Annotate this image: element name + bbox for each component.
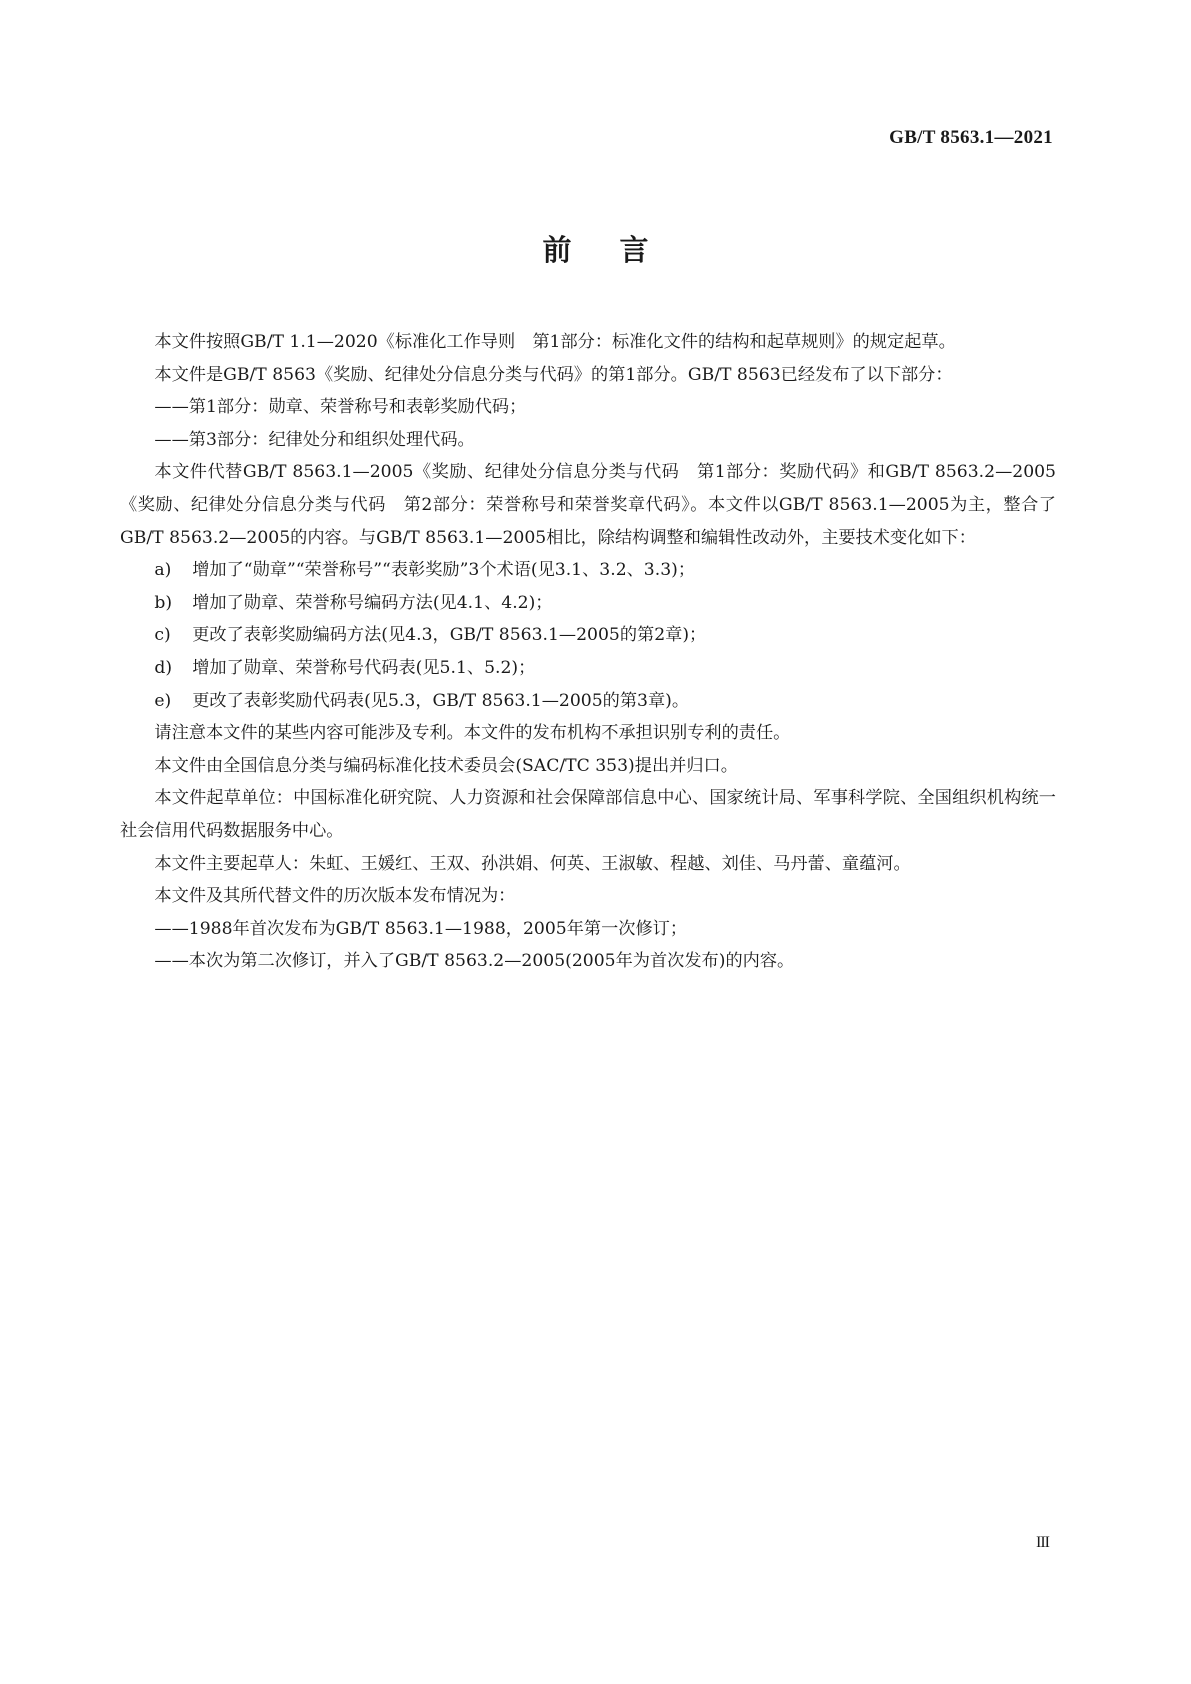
change-item-text: 增加了勋章、荣誉称号编码方法(见4.1、4.2)；: [192, 592, 553, 613]
paragraph-drafting-organizations: 本文件起草单位：中国标准化研究院、人力资源和社会保障部信息中心、国家统计局、军事科学院、全国组织机构统一社会信用代码数据服务中心。: [120, 788, 1056, 841]
change-item-text: 更改了表彰奖励代码表(见5.3，GB/T 8563.1—2005的第3章)。: [192, 690, 690, 711]
change-item-c: [120, 619, 1056, 652]
paragraph-patent-notice: 请注意本文件的某些内容可能涉及专利。本文件的发布机构不承担识别专利的责任。: [154, 723, 791, 744]
standard-code: GB/T 8563.1—2021: [889, 127, 1053, 148]
paragraph-drafting-rules: 本文件按照GB/T 1.1—2020《标准化工作导则 第1部分：标准化文件的结构和起草规则》的规定起草。: [154, 332, 956, 352]
paragraph-drafters: 本文件主要起草人：朱虹、王媛红、王双、孙洪娟、何英、王淑敏、程越、刘佳、马丹蕾、童蕴河。: [154, 853, 911, 874]
change-item-marker: c): [154, 625, 171, 646]
change-item-e: [120, 685, 1056, 718]
list-item-part-1: ——第1部分：勋章、荣誉称号和表彰奖励代码；: [154, 397, 527, 418]
change-item-a: [120, 554, 1056, 587]
paragraph-proposer: 本文件由全国信息分类与编码标准化技术委员会(SAC/TC 353)提出并归口。: [154, 755, 738, 776]
change-item-text: 增加了勋章、荣誉称号代码表(见5.1、5.2)；: [192, 657, 536, 678]
change-item-marker: b): [154, 592, 173, 613]
change-item-marker: e): [154, 690, 172, 711]
change-item-marker: d): [154, 657, 173, 678]
page-title: 前言: [542, 233, 697, 267]
paragraph-version-history: 本文件及其所代替文件的历次版本发布情况为：: [154, 886, 516, 907]
history-item-1988: ——1988年首次发布为GB/T 8563.1—1988，2005年第一次修订；: [154, 918, 688, 939]
paragraph-series-intro: 本文件是GB/T 8563《奖励、纪律处分信息分类与代码》的第1部分。GB/T 8563已经发布了以下部分：: [154, 364, 953, 385]
foreword-body: [120, 326, 1056, 978]
change-item-text: 增加了“勋章”“荣誉称号”“表彰奖励”3个术语(见3.1、3.2、3.3)；: [192, 560, 696, 581]
change-item-text: 更改了表彰奖励编码方法(见4.3，GB/T 8563.1—2005的第2章)；: [192, 625, 707, 646]
paragraph-replacement: 本文件代替GB/T 8563.1—2005《奖励、纪律处分信息分类与代码 第1部分：奖励代码》和GB/T 8563.2—2005《奖励、纪律处分信息分类与代码 第2部分：荣誉称号和荣誉奖章代码》。本文件以GB/T 8563.1—2005为主，整合了GB/T 8563.2—2005的内容。与GB/T 8563.1—2005相比，除结构调整和编辑性改动外，主要技术变化如下：: [120, 462, 1056, 548]
history-item-current: ——本次为第二次修订，并入了GB/T 8563.2—2005(2005年为首次发布)的内容。: [154, 951, 795, 972]
list-item-part-3: ——第3部分：纪律处分和组织处理代码。: [154, 429, 475, 450]
change-item-marker: a): [154, 560, 172, 581]
page-number: III: [1036, 1534, 1049, 1551]
change-item-d: [120, 652, 1056, 685]
change-item-b: [120, 587, 1056, 620]
